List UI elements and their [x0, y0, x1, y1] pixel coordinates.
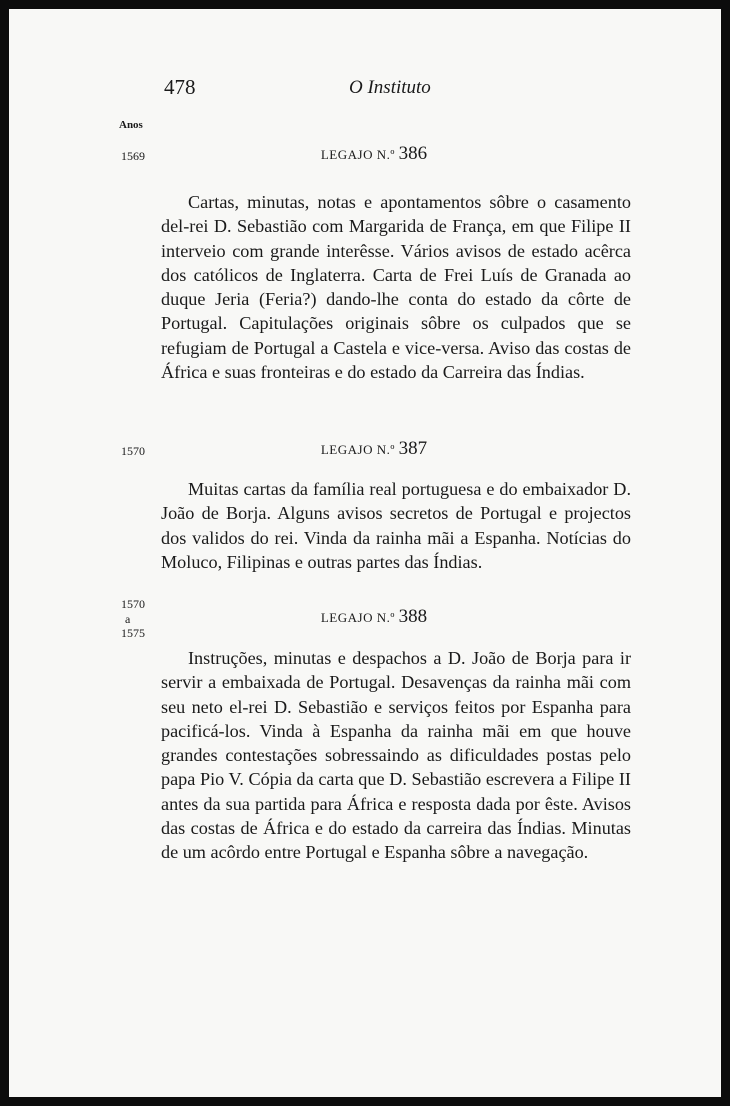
legajo-heading	[9, 143, 730, 165]
years-column-heading: Anos	[119, 119, 143, 131]
entry-text: Cartas, minutas, notas e apontamentos sôbre o casamento del-rei D. Sebastião com Margarida de França, em que Filipe II interveio com grande interêsse. Vários avisos de estado acêrca dos católicos de Inglaterra. Carta de Frei Luís de Granada ao duque Jeria (Feria?) dando-lhe conta do estado da côrte de Portugal. Capitulações originais sôbre os culpados que se refugiam de Portugal a Castela e vice-versa. Aviso das costas de África e suas fronteiras e do estado da Carreira das Índias.	[161, 192, 631, 383]
entry-year: 1570	[121, 597, 145, 611]
legajo-label: LEGAJO N.º	[320, 147, 395, 162]
entry-year-separator: a	[125, 612, 131, 626]
legajo-number: 386	[398, 143, 428, 164]
legajo-number: 388	[398, 606, 428, 627]
page-number: 478	[164, 75, 196, 99]
legajo-label: LEGAJO N.º	[320, 442, 395, 457]
legajo-label: LEGAJO N.º	[320, 610, 395, 625]
legajo-heading	[9, 438, 730, 460]
entry-year: 1569	[121, 149, 145, 163]
entry-year: 1575	[121, 626, 145, 640]
running-title: O Instituto	[349, 77, 431, 98]
entry-text: Instruções, minutas e despachos a D. João de Borja para ir servir a embaixada de Portugal. Desavenças da rainha mãi com seu neto el-rei D. Sebastião e serviços feitos por Espanha para pacificá-los. Vinda à Espanha da rainha mãi em que houve grandes contestações sobressaindo as dificuldades postas pelo papa Pio V. Cópia da carta que D. Sebastião escrevera a Filipe II antes da sua partida para África e resposta dada por êste. Avisos das costas de África e do estado da carreira das Índias. Minutas de um acôrdo entre Portugal e Espanha sôbre a navegação.	[161, 648, 631, 863]
legajo-number: 387	[398, 438, 428, 459]
entry-text: Muitas cartas da família real portuguesa e do embaixador D. João de Borja. Alguns avisos secretos de Portugal e projectos dos validos do rei. Vinda da rainha mãi a Espanha. Notícias do Moluco, Filipinas e outras partes das Índias.	[161, 479, 631, 572]
legajo-heading	[9, 606, 730, 628]
entry-year: 1570	[121, 444, 145, 458]
